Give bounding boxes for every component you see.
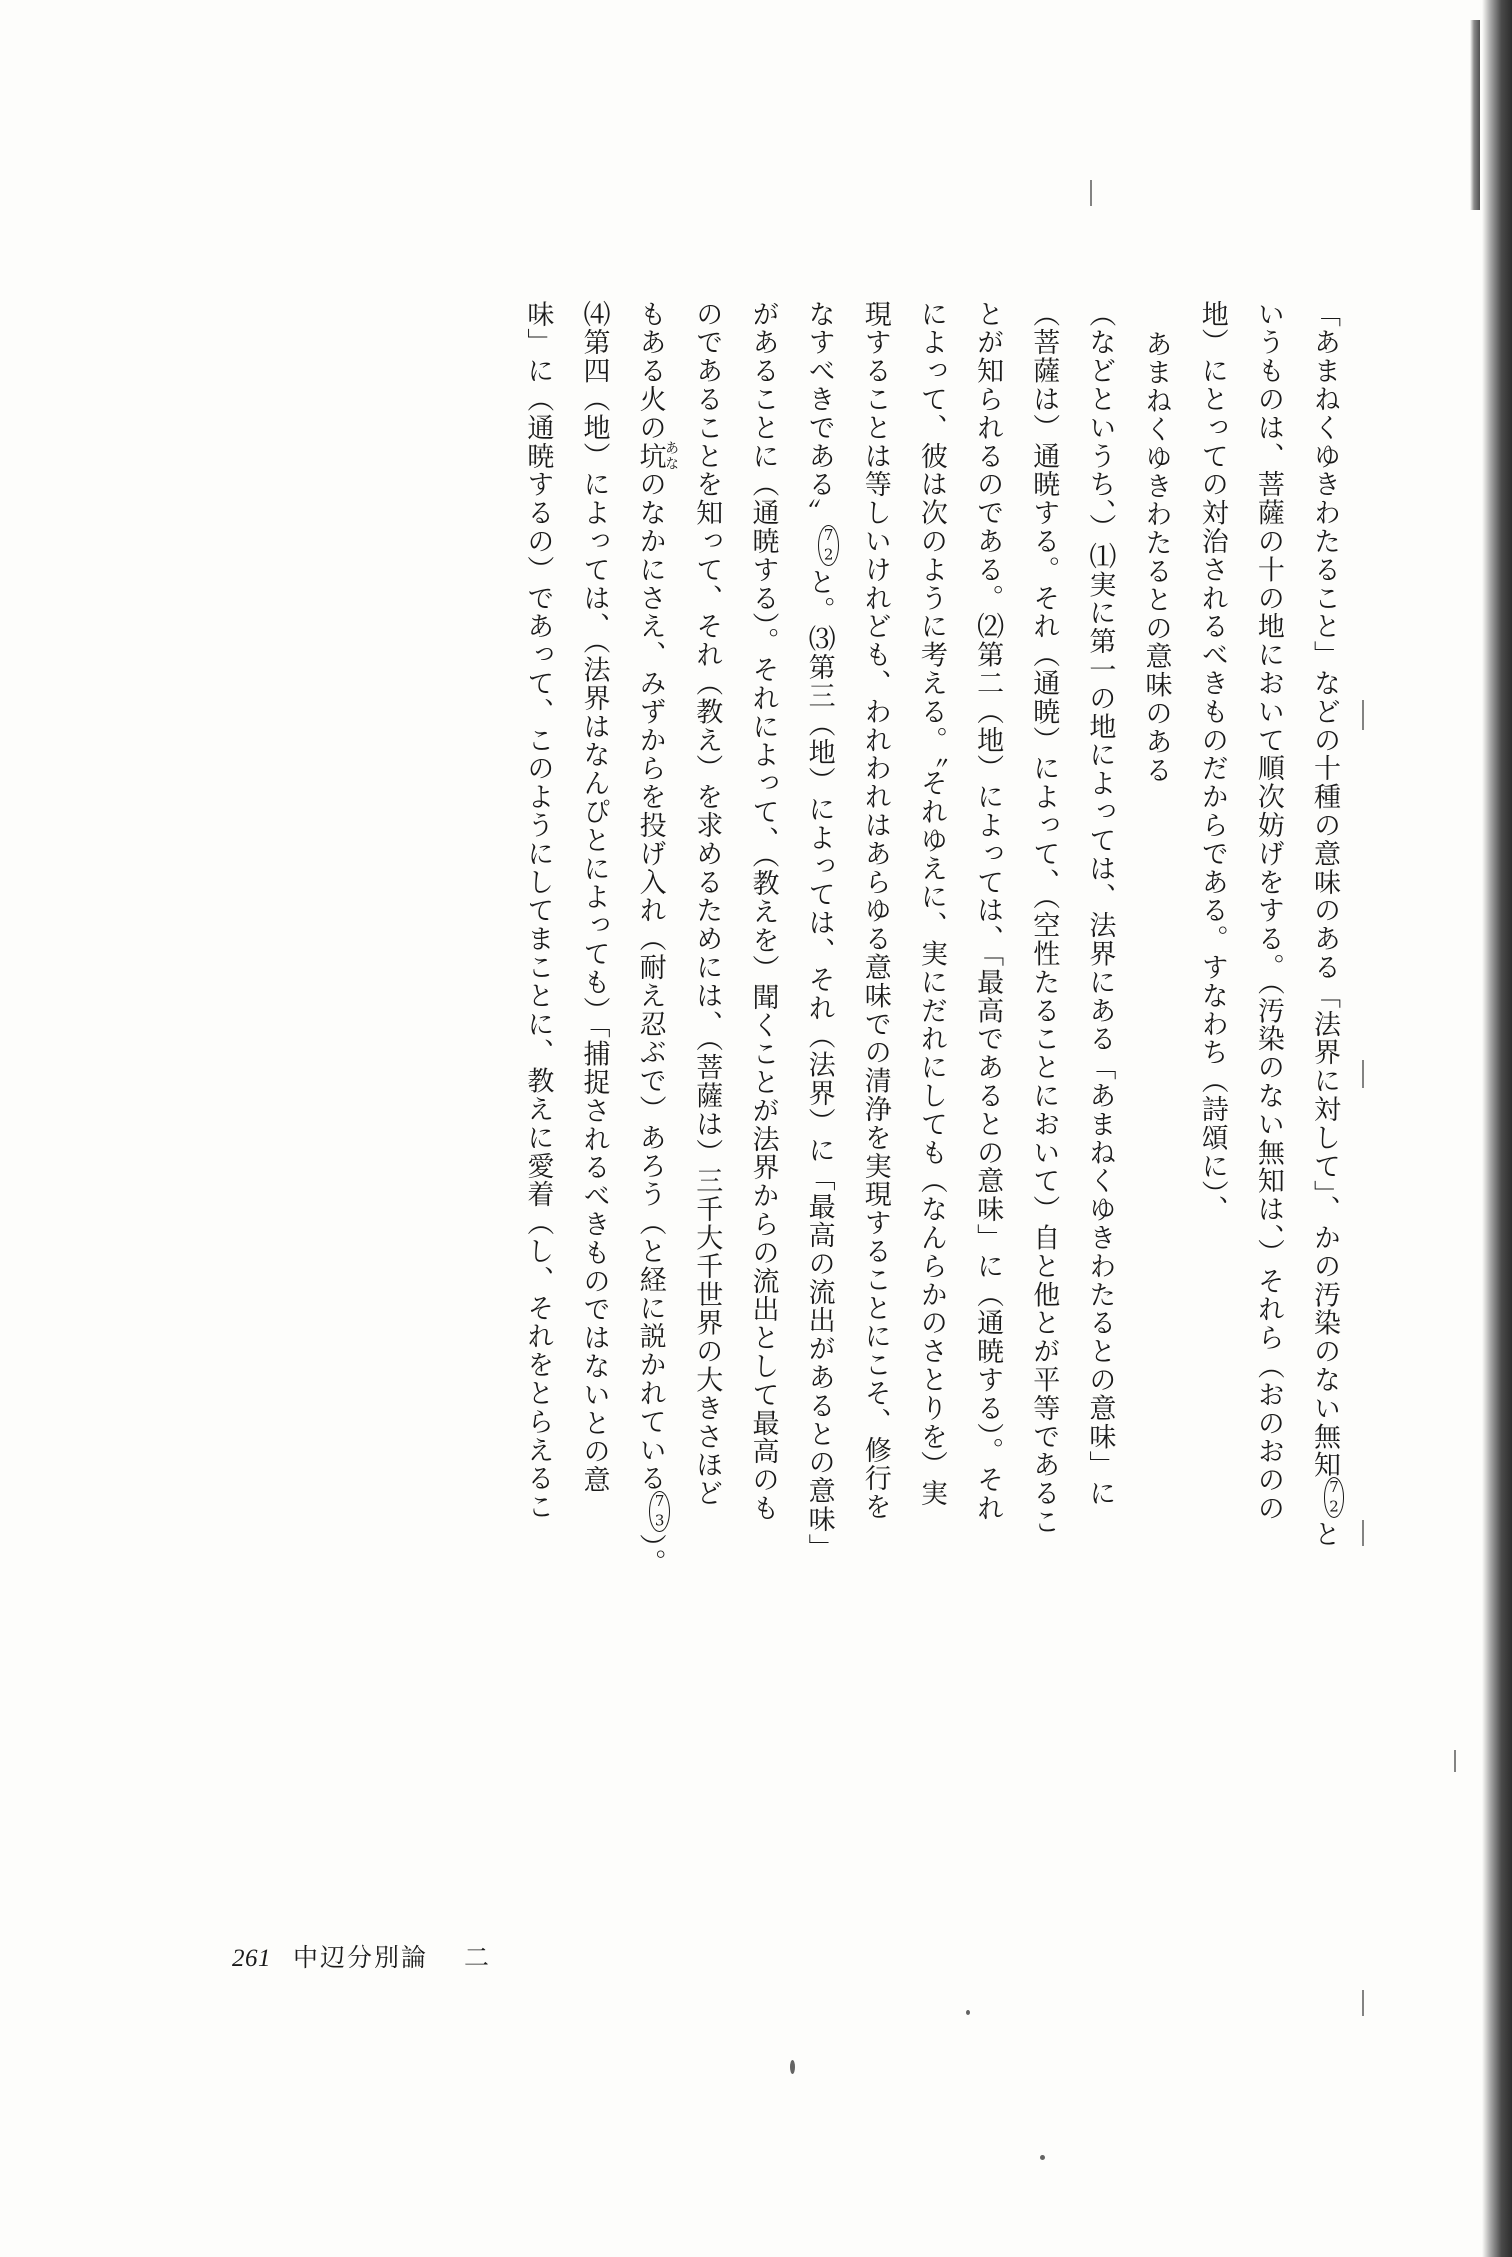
scan-tick-mark xyxy=(1362,1060,1364,1088)
page-footer xyxy=(232,1938,489,1974)
scan-tick-mark xyxy=(1090,180,1092,206)
text-line: によって、彼は次のように考える。〝それゆえに、実にだれにしても（なんらかのさとりを）実 xyxy=(915,300,947,1508)
folio-number: 261 xyxy=(232,1945,271,1972)
ruby-annotation: 坑あな xyxy=(634,440,680,472)
chapter-number: 二 xyxy=(464,1943,490,1972)
text-line: なすべきである〟72と。⑶第三（地）によっては、それ（法界）に「最高の流出があるとの意味」 xyxy=(803,300,838,1563)
scan-tick-mark xyxy=(1362,1520,1364,1546)
scan-tick-mark xyxy=(1362,700,1364,730)
text-line-verse: あまねくゆきわたるとの意味のある xyxy=(1140,330,1172,785)
scan-speck xyxy=(966,2010,970,2015)
text-line: （菩薩は）通暁する。それ（通暁）によって、（空性たることにおいて）自と他とが平等であるこ xyxy=(1028,300,1060,1537)
footnote-marker[interactable]: 72 xyxy=(819,526,838,566)
scan-speck xyxy=(1040,2155,1045,2160)
scan-speck xyxy=(790,2060,795,2074)
footnote-marker[interactable]: 72 xyxy=(1325,1478,1343,1518)
footnote-marker[interactable]: 73 xyxy=(650,1491,669,1531)
text-line: 地）にとっての対治されるべきものだからである。すなわち（詩頌に）、 xyxy=(1196,300,1228,1224)
body-text xyxy=(262,300,1352,1930)
running-title: 中辺分別論 xyxy=(293,1943,429,1972)
scan-edge-artifact xyxy=(1482,0,1512,2257)
text-line: 味」に（通暁するの）であって、このようにしてまことに、教えに愛着（し、それをとらえるこ xyxy=(522,300,554,1522)
text-line: 「あまねくゆきわたること」などの十種の意味のある「法界に対して」、かの汚染のない無知72と xyxy=(1309,300,1343,1549)
text-line: ⑷第四（地）によっては、（法界はなんぴとによっても）「捕捉されるべきものではないとの意 xyxy=(578,300,610,1495)
scan-tick-mark xyxy=(1454,1750,1456,1772)
scan-edge-artifact-top xyxy=(1470,20,1480,210)
text-line: 現することは等しいけれども、われわれはあらゆる意味での清浄を実現することにこそ、修行を xyxy=(859,300,891,1522)
scan-tick-mark xyxy=(1362,1990,1364,2016)
text-line: のであることを知って、それ（教え）を求めるためには、（菩薩は）三千大千世界の大きさほど xyxy=(691,300,723,1508)
text-line: （などというち、）⑴実に第一の地によっては、法界にある「あまねくゆきわたるとの意味」に xyxy=(1084,300,1116,1508)
text-line: とが知られるのである。⑵第二（地）によっては、「最高であるとの意味」に（通暁する）。それ xyxy=(972,300,1004,1523)
text-line: があることに（通暁する）。それによって、（教えを）聞くことが法界からの流出として最高のも xyxy=(747,300,779,1523)
text-line: いうものは、菩薩の十の地において順次妨げをする。（汚染のない無知は、）それら（おのおのの xyxy=(1252,300,1284,1523)
text-line: もある火の坑あなのなかにさえ、みずからを投げ入れ（耐え忍ぶで）あろう（と経に説かれている73）。 xyxy=(634,300,680,1577)
